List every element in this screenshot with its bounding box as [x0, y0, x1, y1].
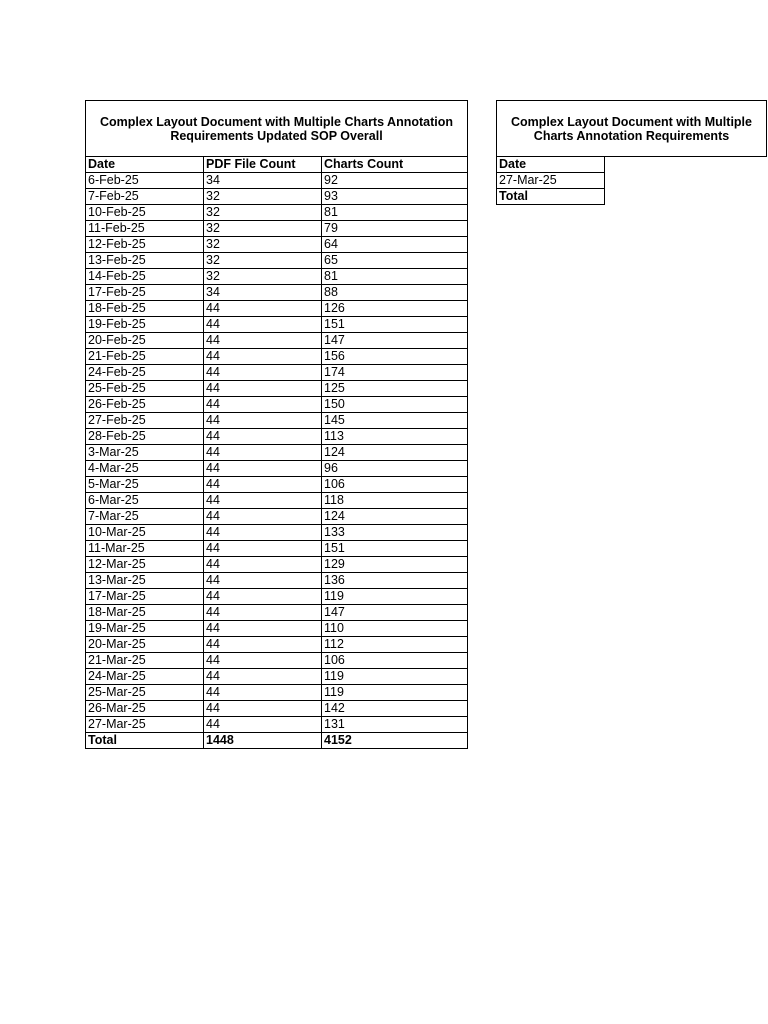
table-row	[86, 429, 468, 445]
charts-count-cell: 65	[322, 253, 468, 269]
pdf-file-count-cell: 44	[204, 685, 322, 701]
date-cell: 11-Feb-25	[86, 221, 204, 237]
table-row	[86, 221, 468, 237]
charts-count-cell: 147	[322, 333, 468, 349]
pdf-file-count-cell: 34	[204, 173, 322, 189]
charts-count-cell: 79	[322, 221, 468, 237]
charts-count-cell: 88	[322, 285, 468, 301]
table-row	[86, 557, 468, 573]
charts-count-cell: 119	[322, 669, 468, 685]
table-row	[86, 237, 468, 253]
date-cell: 24-Feb-25	[86, 365, 204, 381]
charts-count-cell: 81	[322, 269, 468, 285]
date-cell: 21-Feb-25	[86, 349, 204, 365]
table-row	[86, 269, 468, 285]
table-row	[86, 525, 468, 541]
date-cell: 12-Feb-25	[86, 237, 204, 253]
pdf-file-count-cell: 44	[204, 653, 322, 669]
pdf-file-count-cell: 44	[204, 525, 322, 541]
date-cell: 25-Feb-25	[86, 381, 204, 397]
date-cell: 26-Feb-25	[86, 397, 204, 413]
header-pdf-file-count: PDF File Count	[204, 157, 322, 173]
date-cell: 13-Mar-25	[86, 573, 204, 589]
charts-count-cell: 150	[322, 397, 468, 413]
pdf-file-count-cell: 44	[204, 477, 322, 493]
charts-count-cell: 131	[322, 717, 468, 733]
side-data-row	[497, 173, 767, 189]
header-row	[86, 157, 468, 173]
charts-count-cell: 174	[322, 365, 468, 381]
main-summary-table	[85, 100, 468, 749]
table-row	[86, 509, 468, 525]
pdf-file-count-cell: 44	[204, 509, 322, 525]
total-label: Total	[86, 733, 204, 749]
charts-count-cell: 112	[322, 637, 468, 653]
date-cell: 26-Mar-25	[86, 701, 204, 717]
total-charts-count: 4152	[322, 733, 468, 749]
date-cell: 13-Feb-25	[86, 253, 204, 269]
charts-count-cell: 136	[322, 573, 468, 589]
pdf-file-count-cell: 44	[204, 381, 322, 397]
table-row	[86, 637, 468, 653]
table-row	[86, 253, 468, 269]
pdf-file-count-cell: 34	[204, 285, 322, 301]
table-row	[86, 573, 468, 589]
pdf-file-count-cell: 44	[204, 365, 322, 381]
side-header-row	[497, 157, 767, 173]
pdf-file-count-cell: 44	[204, 333, 322, 349]
date-cell: 14-Feb-25	[86, 269, 204, 285]
date-cell: 18-Mar-25	[86, 605, 204, 621]
date-cell: 21-Mar-25	[86, 653, 204, 669]
pdf-file-count-cell: 44	[204, 541, 322, 557]
table-row	[86, 413, 468, 429]
charts-count-cell: 64	[322, 237, 468, 253]
pdf-file-count-cell: 44	[204, 717, 322, 733]
charts-count-cell: 96	[322, 461, 468, 477]
pdf-file-count-cell: 32	[204, 253, 322, 269]
main-table-title: Complex Layout Document with Multiple Charts Annotation Requirements Updated SOP Overall	[86, 101, 468, 157]
charts-count-cell: 119	[322, 685, 468, 701]
pdf-file-count-cell: 44	[204, 669, 322, 685]
date-cell: 27-Mar-25	[86, 717, 204, 733]
date-cell: 11-Mar-25	[86, 541, 204, 557]
charts-count-cell: 92	[322, 173, 468, 189]
table-row	[86, 605, 468, 621]
table-row	[86, 589, 468, 605]
pdf-file-count-cell: 44	[204, 557, 322, 573]
pdf-file-count-cell: 44	[204, 621, 322, 637]
side-table-title: Complex Layout Document with Multiple Charts Annotation Requirements	[497, 101, 767, 157]
date-cell: 25-Mar-25	[86, 685, 204, 701]
table-row	[86, 189, 468, 205]
pdf-file-count-cell: 44	[204, 349, 322, 365]
date-cell: 20-Mar-25	[86, 637, 204, 653]
table-row	[86, 653, 468, 669]
date-cell: 28-Feb-25	[86, 429, 204, 445]
table-row	[86, 461, 468, 477]
pdf-file-count-cell: 44	[204, 461, 322, 477]
pdf-file-count-cell: 44	[204, 605, 322, 621]
charts-count-cell: 142	[322, 701, 468, 717]
charts-count-cell: 124	[322, 445, 468, 461]
pdf-file-count-cell: 44	[204, 317, 322, 333]
table-row	[86, 301, 468, 317]
table-row	[86, 717, 468, 733]
charts-count-cell: 147	[322, 605, 468, 621]
charts-count-cell: 119	[322, 589, 468, 605]
date-cell: 5-Mar-25	[86, 477, 204, 493]
pdf-file-count-cell: 44	[204, 413, 322, 429]
date-cell: 17-Mar-25	[86, 589, 204, 605]
total-pdf-file-count: 1448	[204, 733, 322, 749]
charts-count-cell: 133	[322, 525, 468, 541]
table-row	[86, 621, 468, 637]
date-cell: 20-Feb-25	[86, 333, 204, 349]
date-cell: 7-Feb-25	[86, 189, 204, 205]
date-cell: 27-Feb-25	[86, 413, 204, 429]
pdf-file-count-cell: 32	[204, 237, 322, 253]
charts-count-cell: 106	[322, 653, 468, 669]
total-row	[86, 733, 468, 749]
charts-count-cell: 151	[322, 541, 468, 557]
table-row	[86, 445, 468, 461]
charts-count-cell: 118	[322, 493, 468, 509]
side-table-clip	[496, 100, 752, 212]
date-cell: 4-Mar-25	[86, 461, 204, 477]
date-cell: 6-Mar-25	[86, 493, 204, 509]
side-total-row	[497, 189, 767, 205]
date-cell: 18-Feb-25	[86, 301, 204, 317]
table-row	[86, 541, 468, 557]
table-row	[86, 173, 468, 189]
date-cell: 3-Mar-25	[86, 445, 204, 461]
date-cell: 7-Mar-25	[86, 509, 204, 525]
table-row	[86, 205, 468, 221]
date-cell: 10-Mar-25	[86, 525, 204, 541]
pdf-file-count-cell: 44	[204, 429, 322, 445]
charts-count-cell: 126	[322, 301, 468, 317]
charts-count-cell: 145	[322, 413, 468, 429]
charts-count-cell: 106	[322, 477, 468, 493]
table-row	[86, 317, 468, 333]
pdf-file-count-cell: 44	[204, 589, 322, 605]
table-row	[86, 493, 468, 509]
charts-count-cell: 129	[322, 557, 468, 573]
pdf-file-count-cell: 44	[204, 493, 322, 509]
date-cell: 19-Feb-25	[86, 317, 204, 333]
pdf-file-count-cell: 44	[204, 445, 322, 461]
date-cell: 17-Feb-25	[86, 285, 204, 301]
table-row	[86, 349, 468, 365]
charts-count-cell: 124	[322, 509, 468, 525]
side-header-date: Date	[497, 157, 605, 173]
charts-count-cell: 125	[322, 381, 468, 397]
charts-count-cell: 151	[322, 317, 468, 333]
header-charts-count: Charts Count	[322, 157, 468, 173]
charts-count-cell: 81	[322, 205, 468, 221]
pdf-file-count-cell: 44	[204, 573, 322, 589]
table-row	[86, 333, 468, 349]
pdf-file-count-cell: 44	[204, 397, 322, 413]
charts-count-cell: 93	[322, 189, 468, 205]
pdf-file-count-cell: 44	[204, 701, 322, 717]
table-row	[86, 669, 468, 685]
date-cell: 24-Mar-25	[86, 669, 204, 685]
table-row	[86, 701, 468, 717]
table-row	[86, 381, 468, 397]
date-cell: 10-Feb-25	[86, 205, 204, 221]
table-row	[86, 397, 468, 413]
table-row	[86, 365, 468, 381]
date-cell: 6-Feb-25	[86, 173, 204, 189]
date-cell: 19-Mar-25	[86, 621, 204, 637]
table-row	[86, 285, 468, 301]
pdf-file-count-cell: 44	[204, 637, 322, 653]
table-row	[86, 685, 468, 701]
side-summary-table	[496, 100, 767, 205]
side-date-cell: 27-Mar-25	[497, 173, 605, 189]
pdf-file-count-cell: 32	[204, 269, 322, 285]
charts-count-cell: 110	[322, 621, 468, 637]
charts-count-cell: 156	[322, 349, 468, 365]
pdf-file-count-cell: 32	[204, 221, 322, 237]
table-row	[86, 477, 468, 493]
charts-count-cell: 113	[322, 429, 468, 445]
pdf-file-count-cell: 44	[204, 301, 322, 317]
side-total-label: Total	[497, 189, 605, 205]
date-cell: 12-Mar-25	[86, 557, 204, 573]
header-date: Date	[86, 157, 204, 173]
pdf-file-count-cell: 32	[204, 205, 322, 221]
pdf-file-count-cell: 32	[204, 189, 322, 205]
